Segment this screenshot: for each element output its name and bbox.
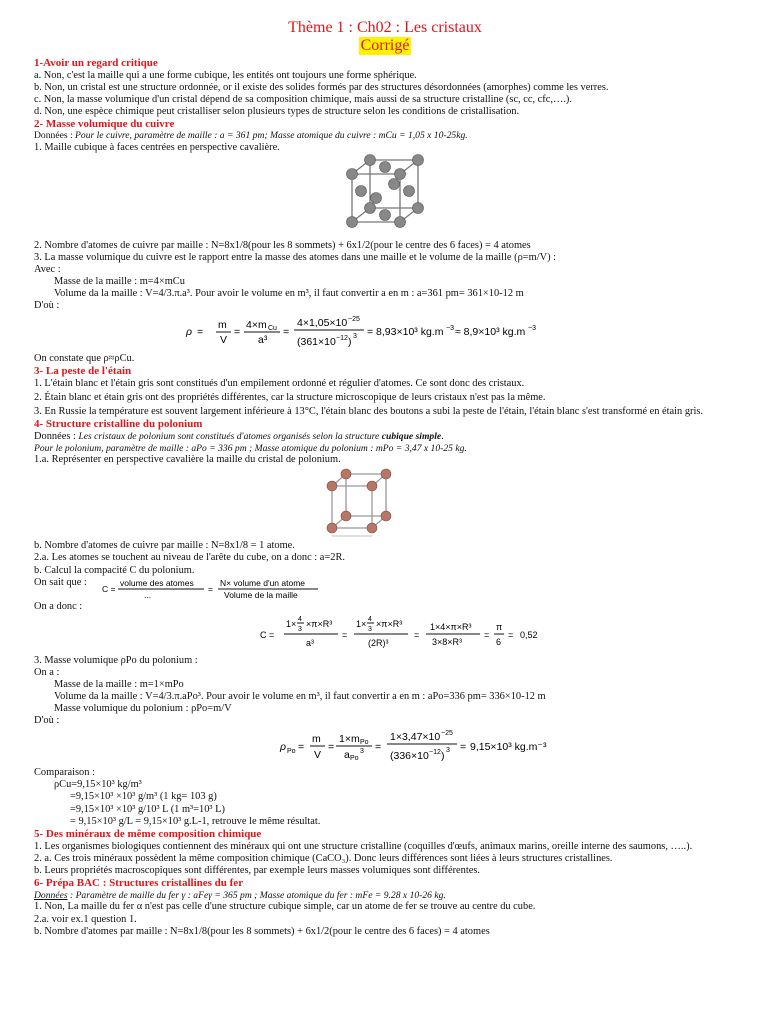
dou-label: D'où : <box>34 300 60 312</box>
svg-text:=: = <box>484 629 490 640</box>
svg-text:−25: −25 <box>441 730 453 738</box>
section-1-heading: 1-Avoir un regard critique <box>34 57 158 69</box>
svg-text:=: = <box>298 741 305 754</box>
given-text: : Paramètre de maille du fer γ : aFeγ = 365 pm ; Masse atomique du fer : mFe = 9.28 x 10-26 kg. <box>67 889 446 901</box>
page-title: Thème 1 : Ch02 : Les cristaux <box>288 19 482 36</box>
svg-text:=: = <box>375 741 382 754</box>
given-text: Les cristaux de polonium sont constitués d'atomes organisés selon la structure <box>78 430 382 442</box>
svg-text:=: = <box>460 741 467 754</box>
svg-text:1×4×π×R³: 1×4×π×R³ <box>430 621 472 632</box>
svg-text:4×m: 4×m <box>246 318 267 331</box>
section-4-heading: 4- Structure cristalline du polonium <box>34 418 203 431</box>
compactness-definition <box>34 577 736 601</box>
comparison-line-4: = 9,15×10³ g/L = 9,15×10³ g.L-1, retrouve le même résultat. <box>70 815 321 827</box>
given-label: Données : <box>34 130 76 142</box>
compactness-def-formula <box>34 577 736 601</box>
document-page <box>34 14 736 938</box>
svg-text:ρ: ρ <box>280 741 287 754</box>
svg-text:×π×R³: ×π×R³ <box>376 618 403 629</box>
section-6-given <box>34 890 736 902</box>
fcc-cell-figure <box>34 154 736 240</box>
answer-1a: a. Non, c'est la maille qui a une forme cubique, les entités ont toujours une forme sphérique. <box>34 69 417 81</box>
given-label: Données : <box>34 430 79 442</box>
svg-text:=: = <box>234 325 241 338</box>
svg-text:=: = <box>197 325 204 338</box>
page-subtitle: Corrigé <box>360 37 410 54</box>
svg-text:6: 6 <box>496 636 502 647</box>
answer-1b: b. Non, un cristal est une structure ordonnée, or il existe des solides formés par des structures désordonnées (amorphes) comme les verres. <box>34 81 609 93</box>
answer-1c: c. Non, la masse volumique d'un cristal dépend de sa composition chimique, mais aussi de sa structure cristalline (sc, cc, cfc,….). <box>34 93 572 105</box>
svg-text:Po: Po <box>287 748 296 756</box>
svg-text:=: = <box>342 629 348 640</box>
answer-6-2b: b. Nombre d'atomes par maille : N=8x1/8(pour les 8 sommets) + 6x1/2(pour le centre des 6 faces) = 4 atomes <box>34 925 490 937</box>
given-structure: cubique simple <box>381 430 442 442</box>
svg-text:Cu: Cu <box>268 324 277 332</box>
cu-density-formula <box>34 313 736 353</box>
answer-5-1: 1. Les organismes biologiques contiennent des minéraux qui ont une structure cristalline (coquilles d'œufs, animaux marins, oreille interne des saumons, …..). <box>34 841 693 853</box>
answer-1d: d. Non, une espèce chimique peut cristalliser selon plusieurs types de structure selon les conditions de cristallisation. <box>34 105 520 117</box>
svg-text:−3: −3 <box>528 324 536 332</box>
on-a-donc-label: On a donc : <box>34 600 83 612</box>
compactness-formula <box>34 613 736 655</box>
svg-text:(336×10: (336×10 <box>390 750 429 763</box>
answer-5-2b: b. Leurs propriétés macroscopiques sont différentes, par exemple leurs masses volumiques sont différentes. <box>34 865 481 877</box>
answer-3-2: 2. Étain blanc et étain gris ont des propriétés différentes, car la structure microscopique de leurs cristaux n'est pas la même. <box>34 392 546 404</box>
section-4-given-1: Données : Les cristaux de polonium sont constitués d'atomes organisés selon la structure cubique simple. <box>34 430 444 442</box>
svg-text:Po: Po <box>350 755 359 763</box>
answer-4-2b: b. Calcul la compacité C du polonium. <box>34 564 195 576</box>
svg-text:volume des atomes: volume des atomes <box>120 577 194 588</box>
fcc-cell-diagram <box>34 154 736 240</box>
avec-label: Avec : <box>34 264 61 276</box>
answer-4-3: 3. Masse volumique ρPo du polonium : <box>34 654 198 666</box>
given-text: Pour le cuivre, paramètre de maille : a = 361 pm; Masse atomique du cuivre : mCu = 1,05 x 10-25kg. <box>75 130 468 142</box>
cu-conclusion: On constate que ρ≈ρCu. <box>34 352 135 364</box>
svg-text:a³: a³ <box>306 637 315 648</box>
svg-text:V: V <box>220 333 228 346</box>
svg-text:V: V <box>314 749 322 762</box>
on-a-label: On a : <box>34 666 60 678</box>
svg-text:3: 3 <box>298 625 302 633</box>
section-4-given-2: Pour le polonium, paramètre de maille : aPo = 336 pm ; Masse atomique du polonium : mPo = 3,47 x 10-25 kg. <box>34 442 467 454</box>
svg-text:3×8×R³: 3×8×R³ <box>432 636 463 647</box>
po-dou-label: D'où : <box>34 715 60 727</box>
svg-text:ρ: ρ <box>186 325 193 338</box>
svg-text:C =: C = <box>102 583 116 594</box>
answer-6-1: 1. Non, La maille du fer α n'est pas celle d'une structure cubique simple, car un atome de fer se trouve au centre du cube. <box>34 901 536 913</box>
svg-text:): ) <box>441 750 445 763</box>
answer-4-2a: 2.a. Les atomes se touchent au niveau de l'arête du cube, on a donc : a=2R. <box>34 552 345 564</box>
svg-text:Po: Po <box>360 739 369 747</box>
po-mass-line: Masse de la maille : m=1×mPo <box>54 678 184 690</box>
section-2-given <box>34 130 736 142</box>
svg-text:−12: −12 <box>336 334 348 342</box>
answer-2-3: 3. La masse volumique du cuivre est le rapport entre la masse des atomes dans une maille et le volume de la maille (ρ=m/V) : <box>34 252 557 264</box>
answer-3-1: 1. L'étain blanc et l'étain gris sont constitués d'un empilement ordonné et régulier d'atomes. Ce sont donc des cristaux. <box>34 378 525 390</box>
section-2-heading: 2- Masse volumique du cuivre <box>34 117 175 130</box>
cu-mass-line: Masse de la maille : m=4×mCu <box>54 276 185 288</box>
po-density-formula <box>34 727 736 767</box>
po-density-line: Masse volumique du polonium : ρPo=m/V <box>54 703 232 715</box>
answer-2-1: 1. Maille cubique à faces centrées en perspective cavalière. <box>34 141 280 153</box>
svg-text:1×m: 1×m <box>339 733 360 746</box>
svg-text:Volume de la maille: Volume de la maille <box>224 589 298 600</box>
answer-5-2a: 2. a. Ces trois minéraux possèdent la même composition chimique (CaCO₃). Donc leurs différences sont liées à leurs structures cristallines. <box>34 853 613 865</box>
section-5-heading: 5- Des minéraux de même composition chimique <box>34 827 262 840</box>
svg-text:...: ... <box>144 589 152 600</box>
svg-text:=: = <box>414 629 420 640</box>
compactness-value: 0,52 <box>520 629 538 640</box>
section-3-heading: 3- La peste de l'étain <box>34 364 132 377</box>
svg-text:×π×R³: ×π×R³ <box>306 618 333 629</box>
svg-text:≈ 8,9×10³ kg.m: ≈ 8,9×10³ kg.m <box>455 325 526 338</box>
given-label: Données <box>34 889 68 901</box>
svg-text:): ) <box>348 335 352 348</box>
svg-text:(361×10: (361×10 <box>297 335 336 348</box>
comparison-label: Comparaison : <box>34 767 95 779</box>
sc-cell-figure <box>34 466 736 540</box>
svg-text:(2R)³: (2R)³ <box>368 637 389 648</box>
answer-4-1b: b. Nombre d'atomes de cuivre par maille : N=8x1/8 = 1 atome. <box>34 540 295 552</box>
svg-text:1×3,47×10: 1×3,47×10 <box>390 731 441 744</box>
svg-text:a: a <box>344 749 350 762</box>
svg-text:m: m <box>218 318 227 331</box>
po-volume-line: Volume da la maille : V=4/3.π.aPo³. Pour avoir le volume en m³, il faut convertir a en m : aPo=336 pm= 336×10-12 m <box>54 690 546 702</box>
svg-text:−25: −25 <box>348 315 360 323</box>
svg-text:3: 3 <box>360 748 364 756</box>
comparison-line-2: =9,15×10³ ×10³ g/m³ (1 kg= 103 g) <box>70 791 217 803</box>
svg-text:=: = <box>208 583 213 594</box>
answer-4-1a: 1.a. Représenter en perspective cavalière la maille du cristal de polonium. <box>34 454 341 466</box>
svg-text:m: m <box>312 733 321 746</box>
svg-text:4: 4 <box>298 615 302 623</box>
svg-text:=: = <box>283 325 290 338</box>
comparison-line-1: ρCu=9,15×10³ kg/m³ <box>54 779 142 791</box>
svg-text:3: 3 <box>353 332 357 340</box>
svg-text:a³: a³ <box>258 333 268 346</box>
cu-density-equation <box>34 313 736 353</box>
svg-text:C =: C = <box>260 629 275 640</box>
svg-text:4: 4 <box>368 615 372 623</box>
svg-text:3: 3 <box>368 625 372 633</box>
svg-text:4×1,05×10: 4×1,05×10 <box>297 316 348 329</box>
svg-text:1×: 1× <box>356 618 367 629</box>
svg-text:3: 3 <box>446 747 450 755</box>
svg-text:−3: −3 <box>446 324 454 332</box>
on-sait-label: On sait que : <box>34 576 87 588</box>
po-density-equation <box>34 727 736 767</box>
section-6-heading: 6- Prépa BAC : Structures cristallines du fer <box>34 877 244 890</box>
compactness-equation <box>34 613 736 655</box>
cu-volume-line: Volume da la maille : V=4/3.π.a³. Pour avoir le volume en m³, il faut convertir a en m : a=361 pm= 361×10-12 m <box>54 288 524 300</box>
answer-6-2a: 2.a. voir ex.1 question 1. <box>34 913 137 925</box>
svg-text:=: = <box>508 629 514 640</box>
sc-cell-diagram <box>34 466 736 540</box>
answer-3-3: 3. En Russie la température est souvent largement inférieure à 13°C, l'étain blanc des boutons a subi la peste de l'étain, l'étain blanc s'est transformé en étain gris. <box>34 406 704 418</box>
svg-text:1×: 1× <box>286 618 297 629</box>
svg-text:N× volume d'un atome: N× volume d'un atome <box>220 577 306 588</box>
svg-text:π: π <box>496 621 503 632</box>
svg-text:=: = <box>328 741 335 754</box>
comparison-line-3: =9,15×10³ ×10³ g/10³ L (1 m³=10³ L) <box>70 803 225 815</box>
po-density-value: 9,15×10³ kg.m⁻³ <box>470 741 547 754</box>
svg-text:= 8,93×10³ kg.m: = 8,93×10³ kg.m <box>367 325 444 338</box>
answer-2-2: 2. Nombre d'atomes de cuivre par maille : N=8x1/8(pour les 8 sommets) + 6x1/2(pour le centre des 6 faces) = 4 atomes <box>34 239 531 251</box>
svg-text:−12: −12 <box>429 749 441 757</box>
